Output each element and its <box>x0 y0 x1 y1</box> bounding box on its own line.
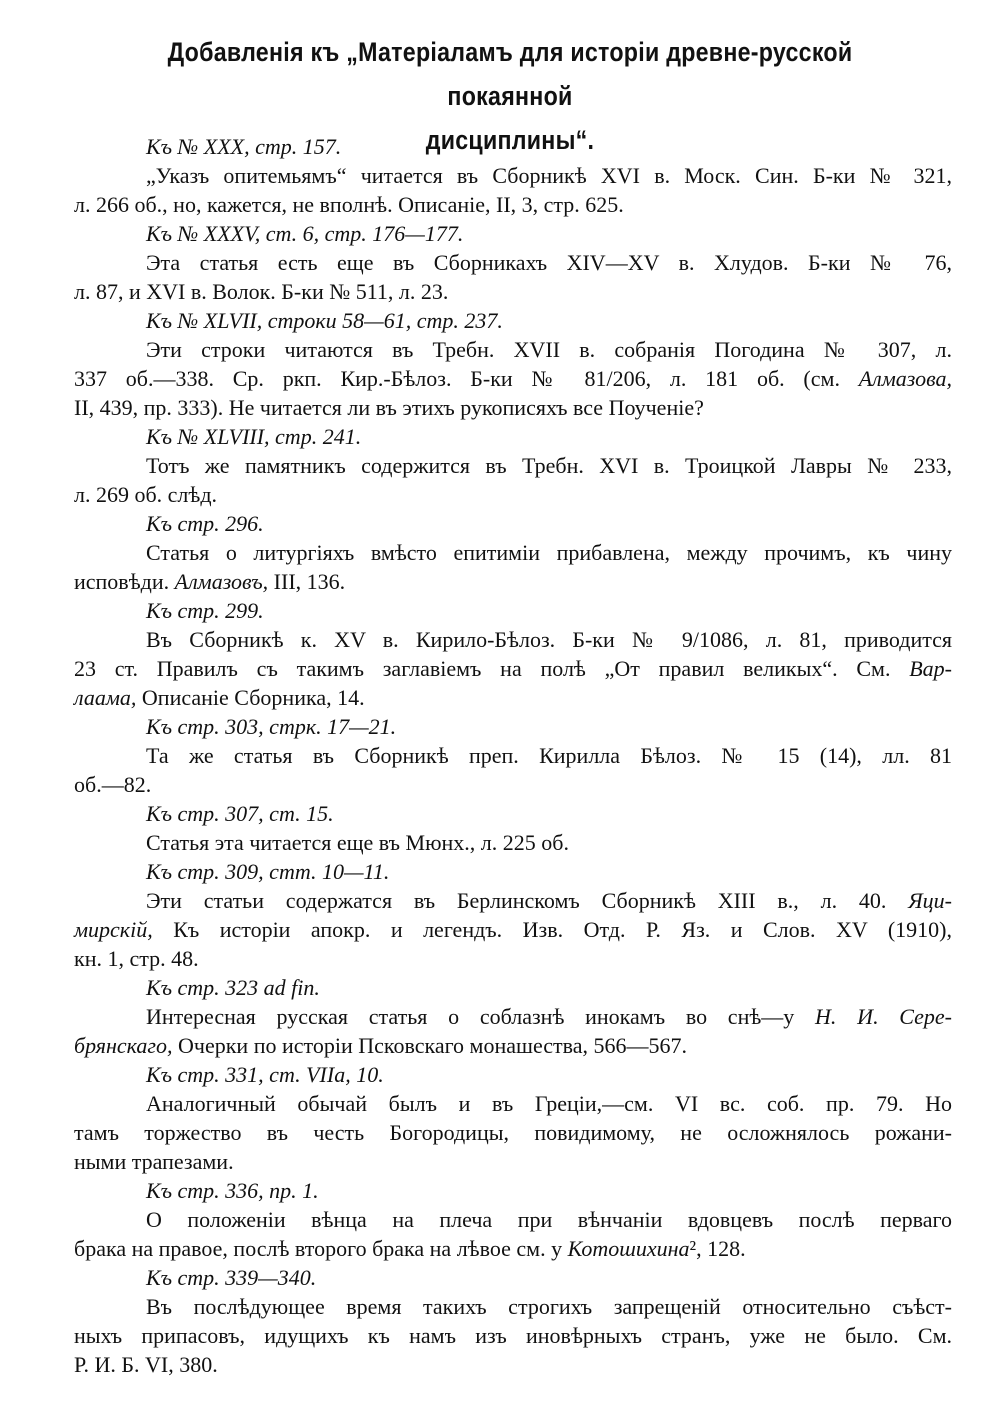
text-segment: „Указъ опитемьямъ“ читается въ Сборникѣ XVI в. Моск. Син. Б-ки № 321, <box>146 163 952 188</box>
text-segment: 23 ст. Правилъ съ такимъ заглавіемъ на полѣ „От правил великых“. См. <box>74 656 910 681</box>
text-line <box>74 1002 952 1031</box>
text-segment: брака на правое, послѣ второго брака на лѣвое см. у <box>74 1236 568 1261</box>
text-segment: Интересная русская статья о соблазнѣ инокамъ во снѣ—у <box>146 1004 816 1029</box>
text-line <box>74 538 952 567</box>
text-segment: О положеніи вѣнца на плеча при вѣнчаніи вдовцевъ послѣ перваго <box>146 1207 952 1232</box>
text-segment: Та же статья въ Сборникѣ преп. Кирилла Бѣлоз. № 15 (14), лл. 81 <box>146 743 952 768</box>
text-line <box>74 161 952 190</box>
text-segment: исповѣди. <box>74 569 175 594</box>
text-segment: л. 266 об., но, кажется, не вполнѣ. Описаніе, II, 3, стр. 625. <box>74 192 624 217</box>
text-segment: Очерки по исторіи Псковскаго монашества, 566—567. <box>172 1033 688 1058</box>
text-line <box>74 1031 952 1060</box>
text-line <box>74 944 952 973</box>
text-line <box>74 1089 952 1118</box>
text-segment: Яци- <box>908 888 952 913</box>
entry-reference: Къ стр. 307, ст. 15. <box>146 801 334 826</box>
text-segment: Н. И. Сере- <box>815 1004 952 1029</box>
text-segment: Алмазова, <box>858 366 952 391</box>
document-body <box>74 132 952 1379</box>
text-segment: брянскаго, <box>74 1033 173 1058</box>
text-segment: л. 269 об. слѣд. <box>74 482 218 507</box>
text-segment: 337 об.—338. Ср. ркп. Кир.-Бѣлоз. Б-ки № 81/206, л. 181 об. (см. <box>74 366 859 391</box>
text-line <box>74 1350 952 1379</box>
text-line <box>74 480 952 509</box>
text-line <box>74 915 952 944</box>
entry <box>74 306 952 422</box>
text-line <box>74 886 952 915</box>
entry-reference: Къ стр. 296. <box>146 511 264 536</box>
text-line <box>74 277 952 306</box>
entry-reference: Къ стр. 331, ст. VIIa, 10. <box>146 1062 384 1087</box>
text-line <box>74 1234 952 1263</box>
text-segment: Статья о литургіяхъ вмѣсто епитиміи прибавлена, между прочимъ, къ чину <box>146 540 952 565</box>
entry <box>74 1176 952 1263</box>
entry-reference: Къ № XLVIII, стр. 241. <box>146 424 362 449</box>
entry <box>74 509 952 596</box>
text-line <box>74 248 952 277</box>
text-line <box>74 335 952 364</box>
text-segment: лаама, <box>74 685 137 710</box>
entry-reference: Къ стр. 336, пр. 1. <box>146 1178 319 1203</box>
text-line <box>74 190 952 219</box>
text-segment: кн. 1, стр. 48. <box>74 946 199 971</box>
entry <box>74 799 952 857</box>
entry <box>74 857 952 973</box>
entry-reference: Къ № XLVII, строки 58—61, стр. 237. <box>146 308 503 333</box>
text-segment: мирскій, <box>74 917 153 942</box>
text-segment: Въ послѣдующее время такихъ строгихъ запрещеній относительно съѣст- <box>146 1294 952 1319</box>
entry <box>74 596 952 712</box>
entry-reference: Къ стр. 309, стт. 10—11. <box>146 859 390 884</box>
entry-reference: Къ стр. 303, стрк. 17—21. <box>146 714 397 739</box>
text-segment: Въ Сборникѣ к. XV в. Кирило-Бѣлоз. Б-ки № 9/1086, л. 81, приводится <box>146 627 952 652</box>
text-line <box>74 451 952 480</box>
text-segment: Вар- <box>909 656 952 681</box>
text-line <box>74 567 952 596</box>
entry-reference: Къ № XXX, стр. 157. <box>146 134 342 159</box>
entry <box>74 219 952 306</box>
text-line <box>74 770 952 799</box>
text-line <box>74 654 952 683</box>
entry-reference: Къ № XXXV, ст. 6, стр. 176—177. <box>146 221 464 246</box>
entry <box>74 422 952 509</box>
text-line <box>74 1292 952 1321</box>
text-segment: III, 136. <box>268 569 346 594</box>
entry <box>74 1060 952 1176</box>
text-segment: Описаніе Сборника, 14. <box>136 685 365 710</box>
text-segment: Къ исторіи апокр. и легендъ. Изв. Отд. Р. Яз. и Слов. XV (1910), <box>152 917 952 942</box>
entry-reference: Къ стр. 339—340. <box>146 1265 317 1290</box>
text-segment: II, 439, пр. 333). Не читается ли въ этихъ рукописяхъ все Поученіе? <box>74 395 704 420</box>
entry <box>74 973 952 1060</box>
text-segment: Эти строки читаются въ Требн. XVII в. собранія Погодина № 307, л. <box>146 337 952 362</box>
text-segment: тамъ торжество въ честь Богородицы, повидимому, не осложнялось рожани- <box>74 1120 952 1145</box>
text-segment: об.—82. <box>74 772 152 797</box>
entry-reference: Къ стр. 299. <box>146 598 264 623</box>
page-title-line-2: дисциплины“. <box>425 125 595 155</box>
text-line <box>74 364 952 393</box>
text-segment: ными трапезами. <box>74 1149 234 1174</box>
text-line <box>74 393 952 422</box>
text-segment: Р. И. Б. VI, 380. <box>74 1352 218 1377</box>
entry <box>74 712 952 799</box>
text-line <box>74 741 952 770</box>
text-segment: л. 87, и XVI в. Волок. Б-ки № 511, л. 23. <box>74 279 449 304</box>
text-line <box>74 625 952 654</box>
text-line <box>74 1205 952 1234</box>
text-line <box>74 1118 952 1147</box>
text-segment: Эта статья есть еще въ Сборникахъ XIV—XV в. Хлудов. Б-ки № 76, <box>146 250 952 275</box>
text-segment: Эти статьи содержатся въ Берлинскомъ Сборникѣ XIII в., л. 40. <box>146 888 909 913</box>
entry <box>74 132 952 219</box>
entry <box>74 1263 952 1379</box>
text-segment: Тотъ же памятникъ содержится въ Требн. XVI в. Троицкой Лавры № 233, <box>146 453 952 478</box>
text-line <box>74 828 952 857</box>
text-segment: Статья эта читается еще въ Мюнх., л. 225 об. <box>146 830 569 855</box>
text-segment: ныхъ припасовъ, идущихъ къ намъ изъ иновѣрныхъ странъ, уже не было. См. <box>74 1323 952 1348</box>
entry-reference: Къ стр. 323 ad fin. <box>146 975 320 1000</box>
text-segment: Котошихина <box>567 1236 690 1261</box>
page-title-line-1: Добавленія къ „Матеріаламъ для исторіи древне-русской покаянной <box>167 37 853 111</box>
text-line <box>74 1147 952 1176</box>
text-line <box>74 683 952 712</box>
text-line <box>74 1321 952 1350</box>
text-segment: Аналогичный обычай былъ и въ Греціи,—см. VI вс. соб. пр. 79. Но <box>146 1091 952 1116</box>
text-segment: Алмазовъ, <box>174 569 269 594</box>
text-segment: ², 128. <box>689 1236 746 1261</box>
